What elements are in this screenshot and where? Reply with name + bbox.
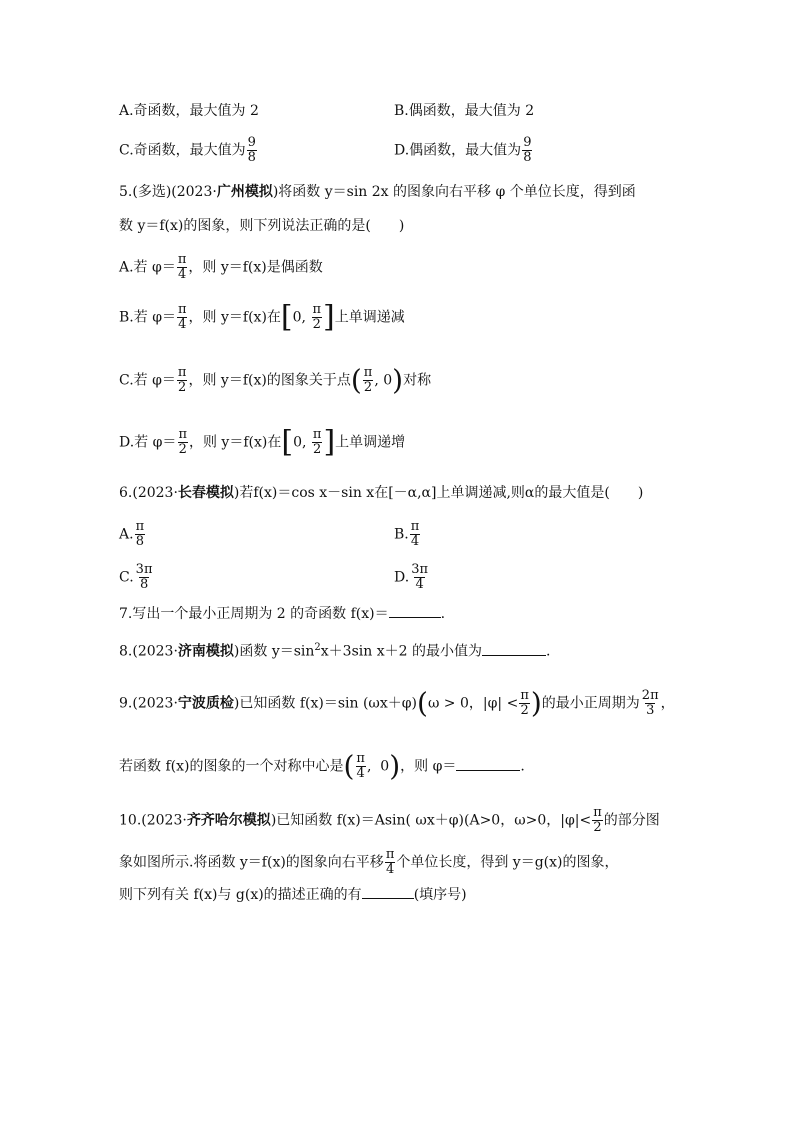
q4-option-d (394, 136, 533, 165)
source-label: 济南模拟 (177, 643, 234, 660)
fraction: $\frac{\pi}{2}$ (363, 365, 373, 395)
fraction: $\frac{\pi}{4}$ (385, 847, 395, 877)
q6-option-d: D. $\frac{3\pi}{4}$ (394, 562, 429, 592)
q5-option-b: B.若 φ＝ $\frac{\pi}{4}$ ，则 y＝f(x)在[0, $\frac{\pi}{2}$ ]上单调递减 (119, 299, 405, 335)
source-label: 齐齐哈尔模拟 (186, 812, 271, 829)
q4-option-c-text: C.奇函数，最大值为 (119, 142, 246, 159)
q7-stem: 7.写出一个最小正周期为 2 的奇函数 f(x)＝ . (119, 603, 445, 624)
fraction: $\frac{\pi}{2}$ (178, 427, 187, 457)
right-paren: ) (392, 363, 404, 397)
q6-option-a: A. $\frac{\pi}{8}$ (119, 519, 145, 549)
q5-option-a: A.若 φ＝ $\frac{\pi}{4}$ ，则 y＝f(x)是偶函数 (119, 252, 323, 282)
fraction: $\frac{9}{8}$ (523, 135, 532, 165)
right-paren: ) (389, 749, 401, 783)
source-label: 长春模拟 (177, 485, 234, 501)
q4-option-b (394, 101, 534, 121)
fraction: $\frac{\pi}{4}$ (410, 519, 420, 549)
fraction: $\frac{\pi}{2}$ (593, 805, 602, 835)
q6-option-c: C. $\frac{3\pi}{8}$ (119, 562, 153, 592)
answer-blank[interactable] (456, 756, 520, 771)
q10-stem-line1: 10.(2023·齐齐哈尔模拟)已知函数 f(x)＝Asin( ωx＋φ)(A>0，ω>0，|φ|< $\frac{\pi}{2}$ 的部分图 (119, 805, 660, 835)
fraction: $\frac{3\pi}{8}$ (135, 562, 153, 592)
fraction: $\frac{9}{8}$ (247, 135, 256, 165)
source-label: 广州模拟 (216, 184, 273, 200)
right-paren: ) (530, 686, 542, 720)
fraction: $\frac{\pi}{2}$ (312, 427, 322, 457)
left-bracket: [ (280, 299, 293, 335)
q4-option-a-text: A.奇函数，最大值为 2 (119, 103, 259, 119)
q6-stem: 6.(2023·长春模拟)若f(x)＝cos x－sin x在[－α,α]上单调递减,则α的最大值是( ) (119, 485, 644, 501)
fraction: $\frac{\pi}{2}$ (312, 302, 321, 332)
fraction: $\frac{2\pi}{3}$ (641, 688, 659, 718)
q4-option-d-text: D.偶函数，最大值为 (394, 142, 522, 159)
left-bracket: [ (281, 424, 294, 460)
q9-stem-line2: 若函数 f(x)的图象的一个对称中心是( $\frac{\pi}{4}$ , 0)，则 φ＝ . (119, 749, 525, 783)
fraction: $\frac{\pi}{2}$ (520, 688, 529, 718)
q5-option-d: D.若 φ＝ $\frac{\pi}{2}$ ，则 y＝f(x)在[0, $\frac{\pi}{2}$ ]上单调递增 (119, 424, 406, 460)
answer-blank[interactable] (482, 641, 546, 656)
right-bracket: ] (323, 299, 335, 335)
answer-blank[interactable] (362, 884, 414, 899)
q4-option-c (119, 136, 258, 165)
fraction: $\frac{\pi}{4}$ (177, 252, 187, 282)
q9-stem-line1: 9.(2023·宁波质检)已知函数 f(x)＝sin (ωx＋φ)(ω > 0，|φ| < $\frac{\pi}{2}$ )的最小正周期为 $\frac{2\pi}{3}$ ， (119, 686, 675, 720)
q5-option-c: C.若 φ＝ $\frac{\pi}{2}$ ，则 y＝f(x)的图象关于点( $\frac{\pi}{2}$ , 0)对称 (119, 363, 432, 397)
q6-option-b: B. $\frac{\pi}{4}$ (394, 519, 420, 549)
fraction: $\frac{\pi}{4}$ (356, 751, 365, 781)
left-paren: ( (350, 363, 362, 397)
q5-stem-line2: 数 y＝f(x)的图象，则下列说法正确的是( ) (119, 218, 405, 234)
q10-stem-line2: 象如图所示.将函数 y＝f(x)的图象向右平移 $\frac{\pi}{4}$ 个单位长度，得到 y＝g(x)的图象， (119, 847, 619, 877)
left-paren: ( (417, 686, 428, 720)
q5-stem-line1: 5.(多选)(2023·广州模拟)将函数 y＝sin 2x 的图象向右平移 φ 个单位长度，得到函 (119, 184, 636, 200)
fraction: $\frac{\pi}{2}$ (177, 365, 187, 395)
left-paren: ( (343, 749, 355, 783)
q4-option-a (119, 101, 259, 121)
source-label: 宁波质检 (177, 695, 234, 712)
right-bracket: ] (323, 424, 336, 460)
fraction: $\frac{\pi}{4}$ (178, 302, 187, 332)
q10-stem-line3: 则下列有关 f(x)与 g(x)的描述正确的有 (填序号) (119, 884, 467, 905)
q8-stem: 8.(2023·济南模拟)函数 $y=\sin^2x+3\sin$ x＋2 的最小值为 . (119, 642, 551, 660)
q4-option-b-text: B.偶函数，最大值为 2 (394, 103, 535, 119)
fraction: $\frac{\pi}{8}$ (135, 519, 145, 549)
fraction: $\frac{3\pi}{4}$ (411, 562, 429, 592)
answer-blank[interactable] (389, 603, 441, 618)
